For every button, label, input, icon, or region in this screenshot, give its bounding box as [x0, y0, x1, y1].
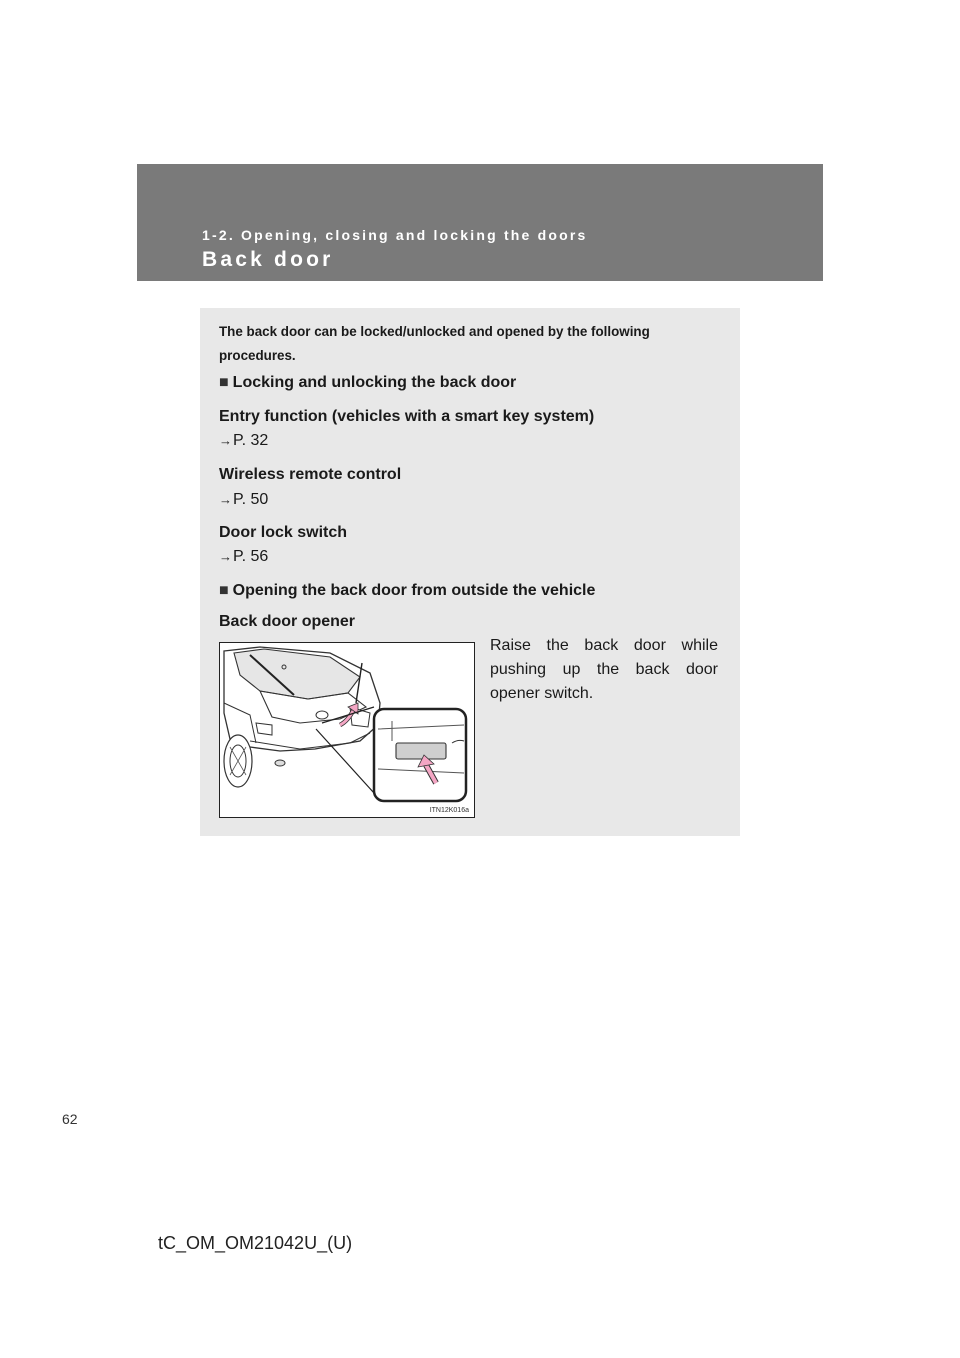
- right-arrow-icon: →: [219, 549, 232, 564]
- right-arrow-icon: →: [219, 433, 232, 448]
- item-title-door-lock-switch: Door lock switch: [219, 524, 348, 541]
- page-reference[interactable]: [219, 548, 268, 566]
- page-number: 62: [62, 1111, 78, 1127]
- item-title-wireless-remote: Wireless remote control: [219, 466, 402, 483]
- intro-text: The back door can be locked/unlocked and opened by the following procedures.: [219, 324, 650, 363]
- subsection-label: Opening the back door from outside the vehicle: [232, 582, 596, 599]
- reference-label: P. 50: [233, 491, 269, 508]
- car-rear-illustration: [220, 643, 474, 817]
- subsection-heading-locking: [219, 374, 516, 392]
- page-reference[interactable]: [219, 491, 268, 509]
- subsection-label: Locking and unlocking the back door: [232, 374, 517, 391]
- reference-label: P. 56: [233, 548, 269, 565]
- subsection-heading-opening: [219, 582, 595, 600]
- instruction-text: Raise the back door while pushing up the back door opener switch.: [490, 637, 718, 702]
- page-reference[interactable]: [219, 432, 268, 450]
- document-code: tC_OM_OM21042U_(U): [158, 1233, 353, 1253]
- square-bullet-icon: ■: [219, 374, 229, 391]
- page-heading: Back door: [202, 248, 334, 271]
- figure-code: ITN12K016a: [429, 807, 469, 814]
- right-arrow-icon: →: [219, 492, 232, 507]
- reference-label: P. 32: [233, 432, 269, 449]
- square-bullet-icon: ■: [219, 582, 229, 599]
- item-title-back-door-opener: Back door opener: [219, 613, 356, 630]
- section-title: 1-2. Opening, closing and locking the doors: [202, 227, 588, 243]
- item-title-entry-function: Entry function (vehicles with a smart key system): [219, 408, 595, 425]
- back-door-illustration: [219, 642, 475, 818]
